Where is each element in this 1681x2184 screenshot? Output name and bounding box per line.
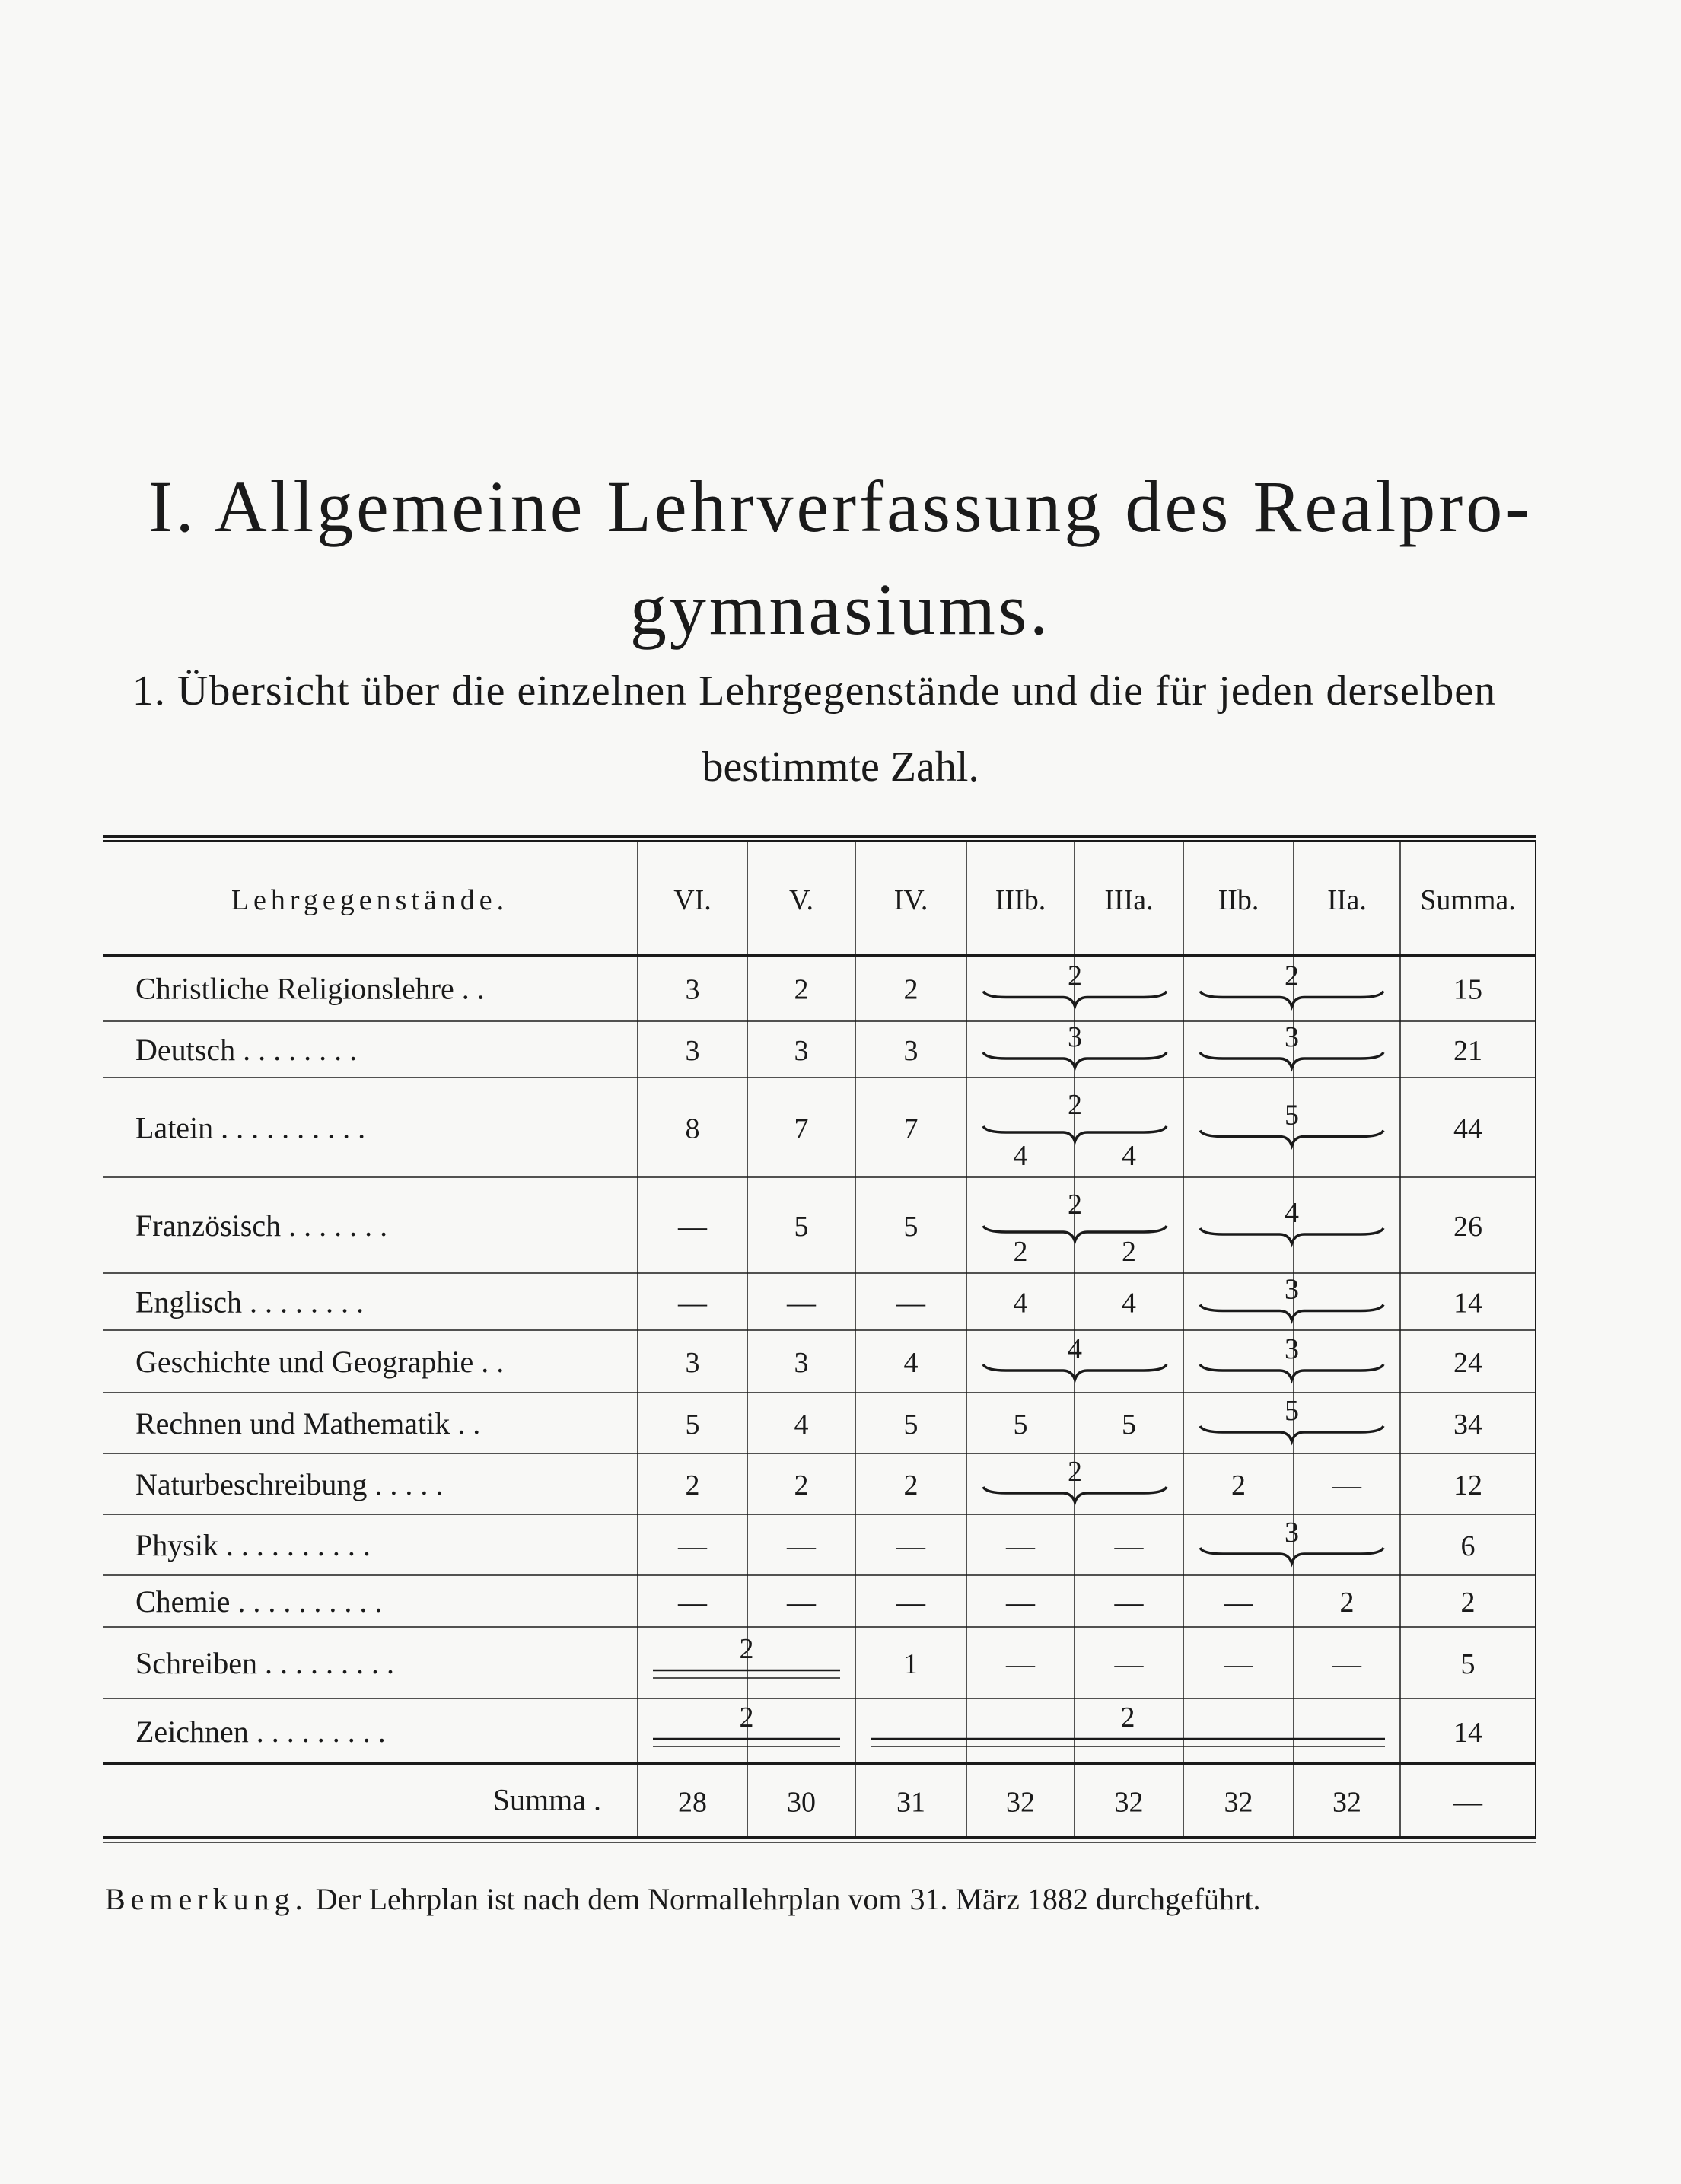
row-sum: 26 [1453,1211,1482,1243]
row-sum: 44 [1453,1113,1482,1145]
subject-label: Naturbeschreibung . . . . . [135,1467,444,1501]
cell-value: — [1332,1469,1361,1501]
cell-value: 2 [903,973,919,1006]
header-class-4: IIIa. [1104,884,1154,916]
subject-label: Englisch . . . . . . . . [135,1285,364,1320]
cell-value: 2 [1068,1456,1082,1488]
cell-value: 3 [1285,1021,1299,1053]
brace [1200,1131,1383,1146]
cell-value: 2 [1068,1189,1082,1221]
subject-label: Zeichnen . . . . . . . . . [135,1714,386,1749]
remark-text: Der Lehrplan ist nach dem Normallehrplan vom 31. März 1882 durchgeführt. [315,1882,1261,1916]
cell-value: — [678,1287,707,1320]
subject-label: Französisch . . . . . . . [135,1208,388,1243]
total-value: 32 [1332,1786,1361,1819]
row-sum: 14 [1453,1287,1482,1320]
total-value: 31 [896,1786,925,1819]
cell-value: — [1224,1648,1253,1680]
cell-value: 2 [1013,1236,1028,1268]
brace [1200,992,1383,1007]
header-class-3: IIIb. [995,884,1046,916]
cell-value: 3 [794,1035,809,1067]
cell-value: 2 [1285,960,1299,992]
total-value: 32 [1224,1786,1253,1819]
brace [1200,1052,1383,1068]
header-class-6: IIa. [1327,884,1367,916]
cell-value: — [787,1587,816,1619]
cell-value: 3 [685,1347,700,1379]
cell-value: 2 [1068,1089,1082,1121]
cell-value: 4 [794,1409,809,1441]
row-sum: 24 [1453,1347,1482,1379]
cell-value: — [1114,1530,1144,1562]
row-sum: 12 [1453,1469,1482,1501]
cell-value: — [896,1587,925,1619]
header-class-0: VI. [673,884,712,916]
cell-value: 5 [1122,1409,1136,1441]
cell-value: 4 [1122,1140,1136,1172]
total-value: 32 [1006,1786,1035,1819]
cell-value: 2 [1339,1587,1355,1619]
cell-value: 5 [903,1409,919,1441]
header-subjects: Lehrgegenstände. [231,884,509,916]
total-value: 32 [1114,1786,1144,1819]
subject-label: Geschichte und Geographie . . [135,1345,505,1379]
subject-label: Latein . . . . . . . . . . [135,1110,366,1145]
cell-value: 3 [1285,1517,1299,1549]
cell-value: 2 [903,1469,919,1501]
cell-value: 3 [685,973,700,1006]
remark [105,1881,1260,1917]
cell-value: — [1006,1530,1035,1562]
table-cells [135,884,1516,1819]
cell-value: 4 [1068,1333,1082,1365]
cell-value: 2 [794,1469,809,1501]
header-class-1: V. [788,884,814,916]
cell-value: — [678,1587,707,1619]
cell-value: 2 [1068,960,1082,992]
cell-value: 2 [739,1633,754,1665]
subject-label: Deutsch . . . . . . . . [135,1033,358,1067]
cell-value: 3 [1285,1333,1299,1365]
cell-value: 5 [685,1409,700,1441]
cell-value: 5 [794,1211,809,1243]
remark-label: Bemerkung. [105,1882,308,1916]
main-title-line-1: I. Allgemeine Lehrverfassung des Realpro- [148,466,1533,547]
row-sum: 34 [1453,1409,1482,1441]
cell-value: 2 [1231,1469,1246,1501]
cell-value: — [1332,1648,1361,1680]
row-sum: 6 [1460,1530,1476,1562]
cell-value: — [896,1287,925,1320]
row-sum: 21 [1453,1035,1482,1067]
total-value: 28 [678,1786,707,1819]
row-sum: 14 [1453,1717,1482,1749]
cell-value: 5 [1285,1099,1299,1132]
row-sum: 15 [1453,973,1482,1006]
cell-value: 2 [794,973,809,1006]
cell-value: 4 [1013,1140,1028,1172]
brace [1200,1364,1383,1380]
header-sum: Summa. [1420,884,1516,916]
cell-value: 5 [1013,1409,1028,1441]
subject-label: Christliche Religionslehre . . [135,971,485,1006]
cell-value: — [1006,1587,1035,1619]
cell-value: 3 [685,1035,700,1067]
cell-value: — [1114,1587,1144,1619]
subject-label: Schreiben . . . . . . . . . [135,1646,394,1680]
cell-value: — [787,1530,816,1562]
main-title-line-2: gymnasiums. [629,568,1052,650]
cell-value: — [787,1287,816,1320]
cell-value: 2 [685,1469,700,1501]
brace [1200,1426,1383,1441]
brace [1200,1305,1383,1320]
brace [1200,1548,1383,1563]
brace [1200,1228,1383,1243]
cell-value: 7 [903,1113,919,1145]
cell-value: 3 [1285,1273,1299,1306]
row-sum: 2 [1460,1587,1476,1619]
cell-value: 2 [1122,1236,1136,1268]
cell-value: — [896,1530,925,1562]
cell-value: 5 [903,1211,919,1243]
cell-value: — [678,1530,707,1562]
cell-value: 5 [1285,1395,1299,1427]
cell-value: — [1114,1648,1144,1680]
cell-value: 3 [903,1035,919,1067]
cell-value: 4 [1285,1197,1299,1229]
cell-value: 4 [903,1347,919,1379]
cell-value: 3 [794,1347,809,1379]
total-sum: — [1453,1786,1482,1819]
header-class-2: IV. [893,884,928,916]
total-label: Summa . [492,1782,601,1817]
section-heading-line-1: 1. Übersicht über die einzelnen Lehrgegenstände und die für jeden derselben [132,667,1497,715]
row-sum: 5 [1460,1648,1476,1680]
cell-value: — [1224,1587,1253,1619]
cell-value: 3 [1068,1021,1082,1053]
cell-value: 2 [1120,1702,1135,1734]
cell-value: 1 [903,1648,919,1680]
subject-label: Physik . . . . . . . . . . [135,1528,371,1562]
cell-value: 8 [685,1113,700,1145]
cell-value: — [678,1211,707,1243]
header-class-5: IIb. [1218,884,1259,916]
cell-value: 2 [739,1702,754,1734]
subject-label: Chemie . . . . . . . . . . [135,1584,383,1619]
total-value: 30 [787,1786,816,1819]
cell-value: 4 [1013,1287,1028,1320]
cell-value: — [1006,1648,1035,1680]
cell-value: 4 [1122,1287,1136,1320]
section-heading-line-2: bestimmte Zahl. [702,743,979,791]
cell-value: 7 [794,1113,809,1145]
subject-label: Rechnen und Mathematik . . [135,1406,481,1441]
